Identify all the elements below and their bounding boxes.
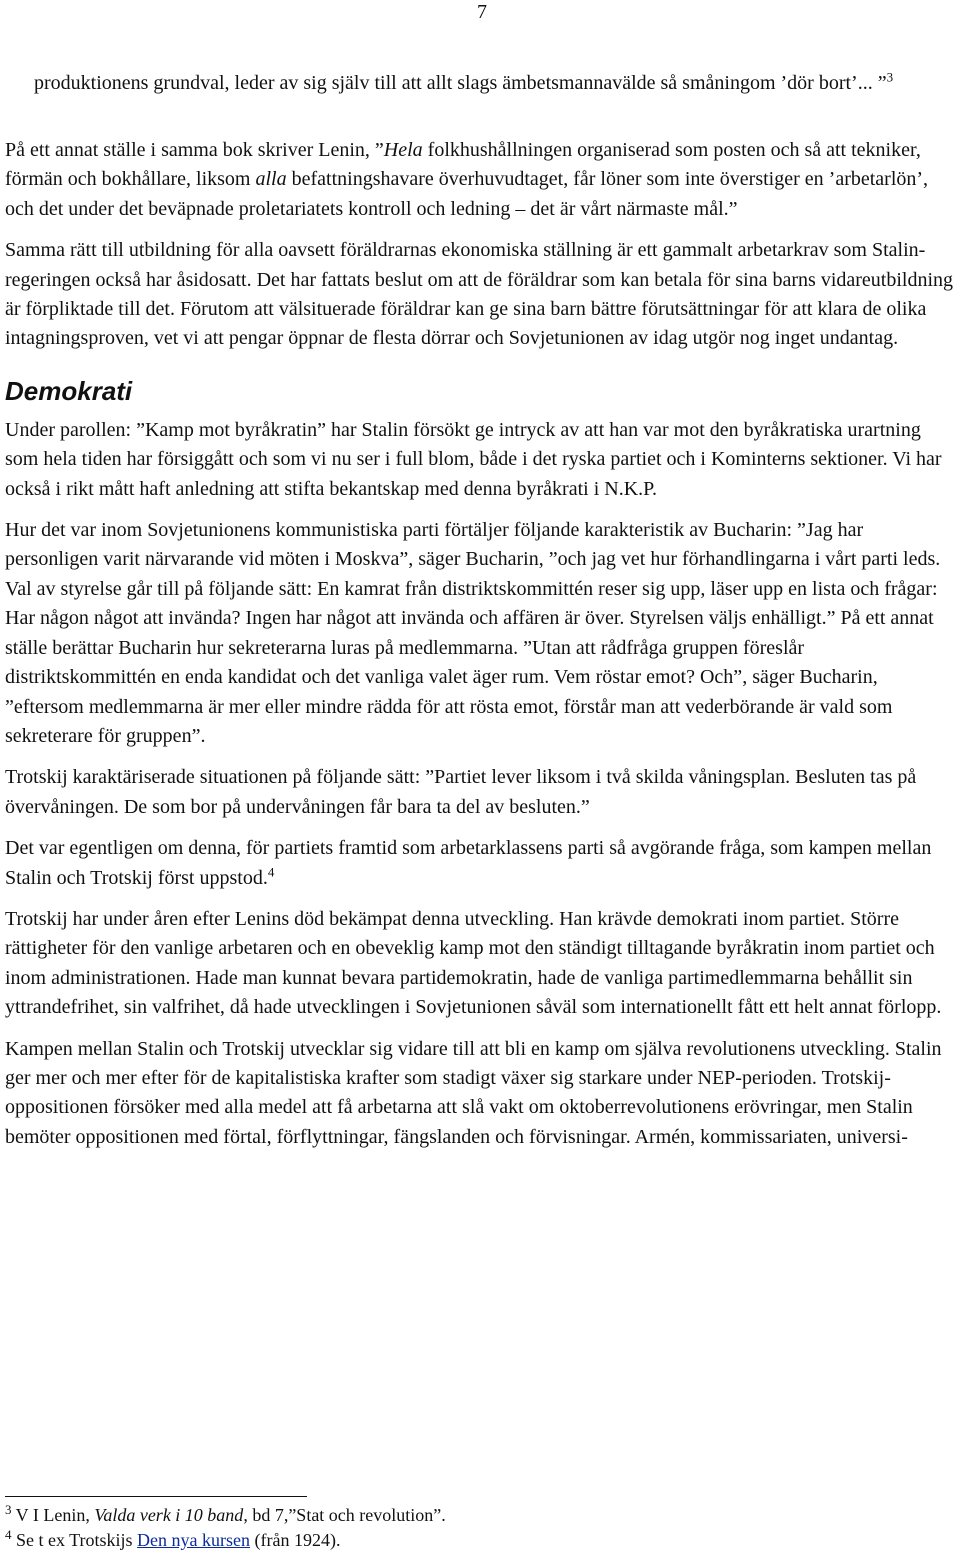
section-heading: Demokrati — [5, 375, 133, 406]
paragraph-lenin-quote — [5, 136, 955, 224]
emphasis-hela: Hela — [383, 139, 423, 161]
paragraph-bucharin: Hur det var inom Sovjetunionens kommunistiska parti förtäljer följande karakteristik av Bucharin: ”Jag har personligen varit närvarande vid möten i Moskva”, säger Bucharin, ”och jag vet hur förhandlingarna i vårt parti leds. Val av styrelse går till på följande sätt: En kamrat från distriktskommittén reser sig upp, läser upp en lista och frågar: Har någon något att invända? Ingen har något att invända och affären är över. Styrelsen väljs enhälligt.” På ett annat ställe berättar Bucharin hur sekreterarna luras på medlemmarna. ”Utan att rådfråga gruppen föreslår distriktskommittén en enda kandidat och det vanliga valet äger rum. Vem röstar emot? Och”, säger Bucharin, ”eftersom medlemmarna är mer eller mindre rädda för att rösta emot, förstår man att vederbörande är vald som sekreterare för gruppen”. — [5, 519, 941, 747]
paragraph-struggle: Kampen mellan Stalin och Trotskij utvecklar sig vidare till att bli en kamp om själva revolutionens utveckling. Stalin ger mer och mer efter för de kapitalistiska krafter som stadigt växer sig starkare under NEP-perioden. Trotskij-oppositionen försöker med alla medel att få arbetarna att slå vakt om oktoberrevolutionens erövringar, men Stalin bemöter oppositionen med förtal, förflyttningar, fängslanden och förvisningar. Armén, kommissariaten, universi- — [5, 1037, 942, 1148]
text-run: V I Lenin, — [11, 1505, 95, 1525]
footnote-divider — [5, 1496, 307, 1497]
footnote-3 — [5, 1503, 955, 1528]
footnote-book-title: Valda verk i 10 band — [94, 1505, 244, 1525]
text-run: folkhushållningen organiserad som posten och så att tekniker, förmän och bokhållare, liksom — [5, 139, 921, 191]
footnote-number: 3 — [5, 1502, 12, 1517]
emphasis-alla: alla — [255, 168, 287, 191]
footnote-4 — [5, 1528, 955, 1553]
paragraph-education: Samma rätt till utbildning för alla oavsett föräldrarnas ekonomiska ställning är ett gammalt arbetarkrav som Stalin-regeringen också har åsidosatt. Det har fattats beslut om att de föräldrar som kan betala för sina barns vidareutbildning är förpliktade till det. Förutom att välsituerade föräldrar kan ge sina barn bättre förutsättningar för att klara de olika intagningsproven, vet vi att pengar öppnar de flesta dörrar och Sovjetunionen av idag utgör nog inget undantag. — [5, 239, 954, 350]
paragraph-bureaucracy: Under parollen: ”Kamp mot byråkratin” har Stalin försökt ge intryck av att han var mot den byråkratiska urartning som hela tiden har försiggått och som vi nu ser i full blom, både i det ryska partiet och i Kominterns sektioner. Vi har också i rikt mått haft anledning att stifta bekantskap med denna byråkrati i N.K.P. — [5, 418, 942, 500]
footnote-number: 4 — [5, 1527, 12, 1542]
paragraph-conflict-origin — [5, 834, 955, 893]
paragraph-trotsky-democracy: Trotskij har under åren efter Lenins död bekämpat denna utveckling. Han krävde demokrati inom partiet. Större rättigheter för den vanlige arbetaren och en obeveklig kamp mot den ständigt tilltagande byråkratin inom partiet och inom administrationen. Hade man kunnat bevara partidemokratin, hade de vanliga partimedlemmarna behållit sin yttrandefrihet, sin valfrihet, då hade utvecklingen i Sovjetunionen såväl som internationellt fått ett helt annat förlopp. — [5, 907, 942, 1019]
text-run: På ett annat ställe i samma bok skriver Lenin, ” — [5, 139, 384, 161]
page-number: 7 — [477, 1, 487, 23]
text-run: Se t ex Trotskijs — [11, 1530, 138, 1550]
text-run: (från 1924). — [250, 1530, 341, 1550]
text-run: Det var egentligen om denna, för partiets framtid som arbetarklassens parti så avgörande fråga, som kampen mellan Stalin och Trotskij först uppstod. — [5, 837, 932, 889]
text-run: , bd 7,”Stat och revolution”. — [243, 1505, 446, 1525]
quote-text: produktionens grundval, leder av sig själv till att allt slags ämbetsmannavälde så småningom ’dör bort’... ” — [34, 72, 887, 94]
paragraph-trotsky-quote: Trotskij karaktäriserade situationen på följande sätt: ”Partiet lever liksom i två skilda våningsplan. Besluten tas på övervåningen. De som bor på undervåningen får bara ta del av besluten.” — [5, 766, 917, 818]
link-den-nya-kursen[interactable]: Den nya kursen — [137, 1530, 251, 1550]
footnote-ref-3[interactable]: 3 — [886, 69, 894, 85]
footnotes — [5, 1496, 955, 1553]
footnote-ref-4[interactable]: 4 — [267, 863, 275, 879]
text-run: befattningshavare överhuvudtaget, får löner som inte överstiger en ’arbetarlön’, och det under det beväpnade proletariatets kontroll och ledning – det är vårt närmaste mål.” — [5, 168, 929, 220]
quote-continuation — [34, 70, 950, 97]
document-body — [5, 136, 955, 1164]
